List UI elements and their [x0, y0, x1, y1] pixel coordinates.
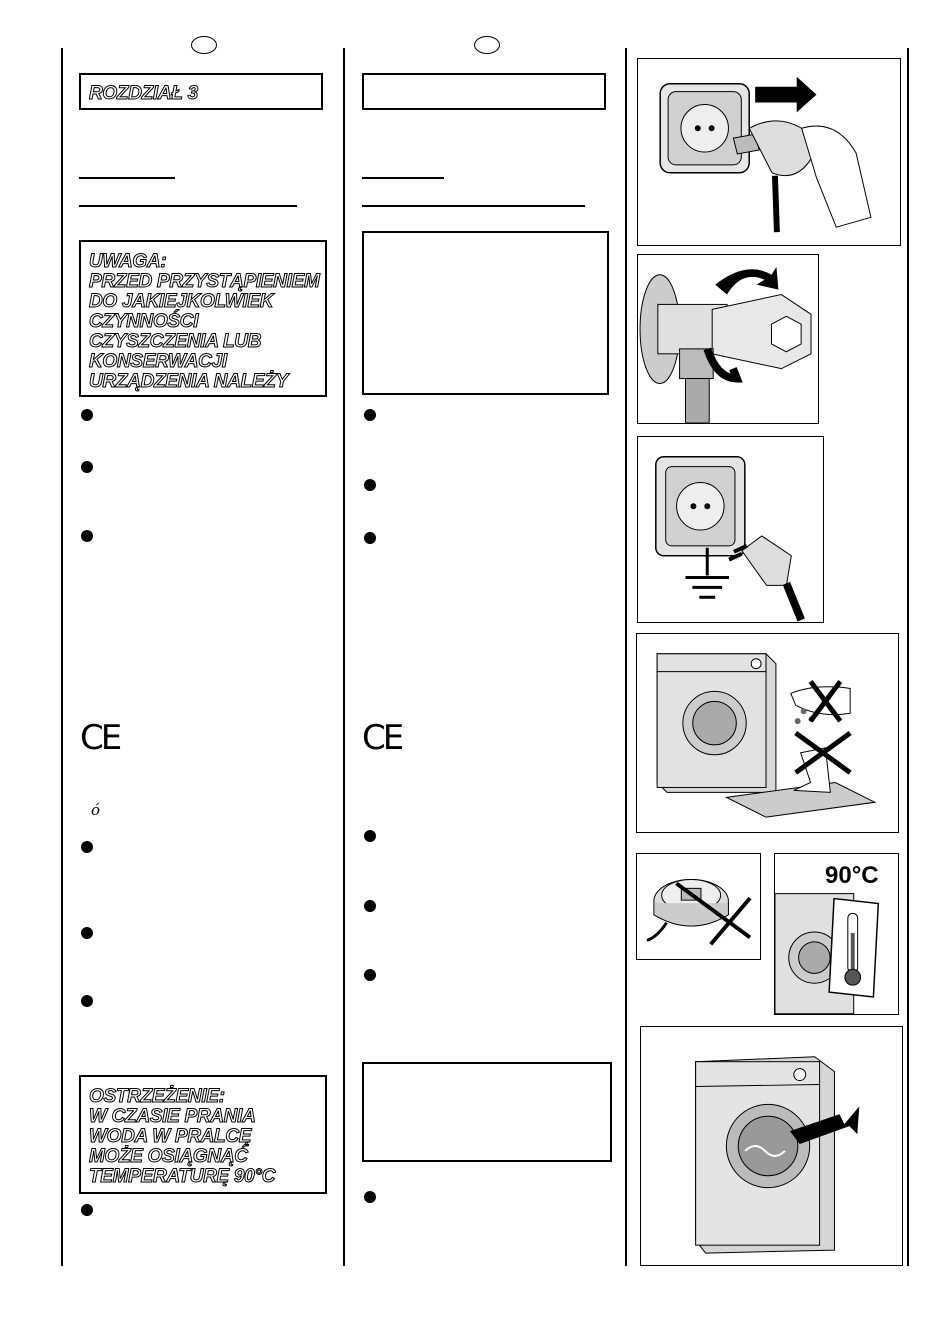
bullet: [364, 830, 376, 842]
no-wet-hands-icon: [636, 633, 899, 833]
bullet: [81, 927, 93, 939]
warning-text-top: UWAGA: PRZED PRZYSTĄPIENIEM DO JAKIEJKOLWIEK CZYNNOŚCI CZYSZCZENIA LUB KONSERWACJI URZĄDZENIA NALEŻY: [89, 251, 320, 392]
language-badge-left: [191, 36, 217, 54]
underline-long: [362, 205, 585, 207]
ce-mark-icon: CE: [362, 718, 402, 758]
right-margin-line: [907, 48, 909, 1266]
bullet: [81, 995, 93, 1007]
washer-door-icon: [640, 1026, 903, 1266]
stray-character: ó: [91, 801, 101, 819]
underline-short: [362, 177, 444, 179]
unplug-plug-icon: [637, 58, 901, 246]
bullet: [364, 969, 376, 981]
bullet: [364, 409, 376, 421]
underline-long: [79, 205, 297, 207]
bullet: [81, 461, 93, 473]
column-divider-1: [343, 48, 345, 1266]
temperature-label: 90°C: [825, 862, 879, 889]
bullet: [364, 900, 376, 912]
warning-box-middle: [362, 231, 609, 395]
grounded-socket-icon: [637, 436, 824, 623]
chapter-title-box-middle: [362, 73, 606, 110]
column-divider-2: [625, 48, 627, 1266]
language-badge-middle: [474, 36, 500, 54]
no-extension-reel-icon: [636, 853, 761, 960]
bullet: [364, 1191, 376, 1203]
hot-washer-icon: [774, 853, 899, 1015]
chapter-title: ROZDZIAŁ 3: [89, 83, 198, 104]
close-tap-icon: [637, 254, 819, 424]
bullet: [81, 1204, 93, 1216]
info-box-middle-bottom: [362, 1062, 612, 1162]
warning-text-bottom: OSTRZEŻENIE: W CZASIE PRANIA WODA W PRALCĘ MOŻE OSIĄGNĄĆ TEMPERATURĘ 90°C: [89, 1086, 276, 1187]
bullet: [364, 479, 376, 491]
ce-mark-icon: CE: [80, 718, 120, 758]
left-margin-line: [61, 48, 63, 1266]
bullet: [81, 841, 93, 853]
warning-box-top: [79, 240, 327, 397]
bullet: [81, 530, 93, 542]
bullet: [364, 532, 376, 544]
underline-short: [79, 177, 175, 179]
bullet: [81, 409, 93, 421]
chapter-title-box: [79, 73, 323, 110]
warning-box-bottom: [79, 1075, 327, 1194]
